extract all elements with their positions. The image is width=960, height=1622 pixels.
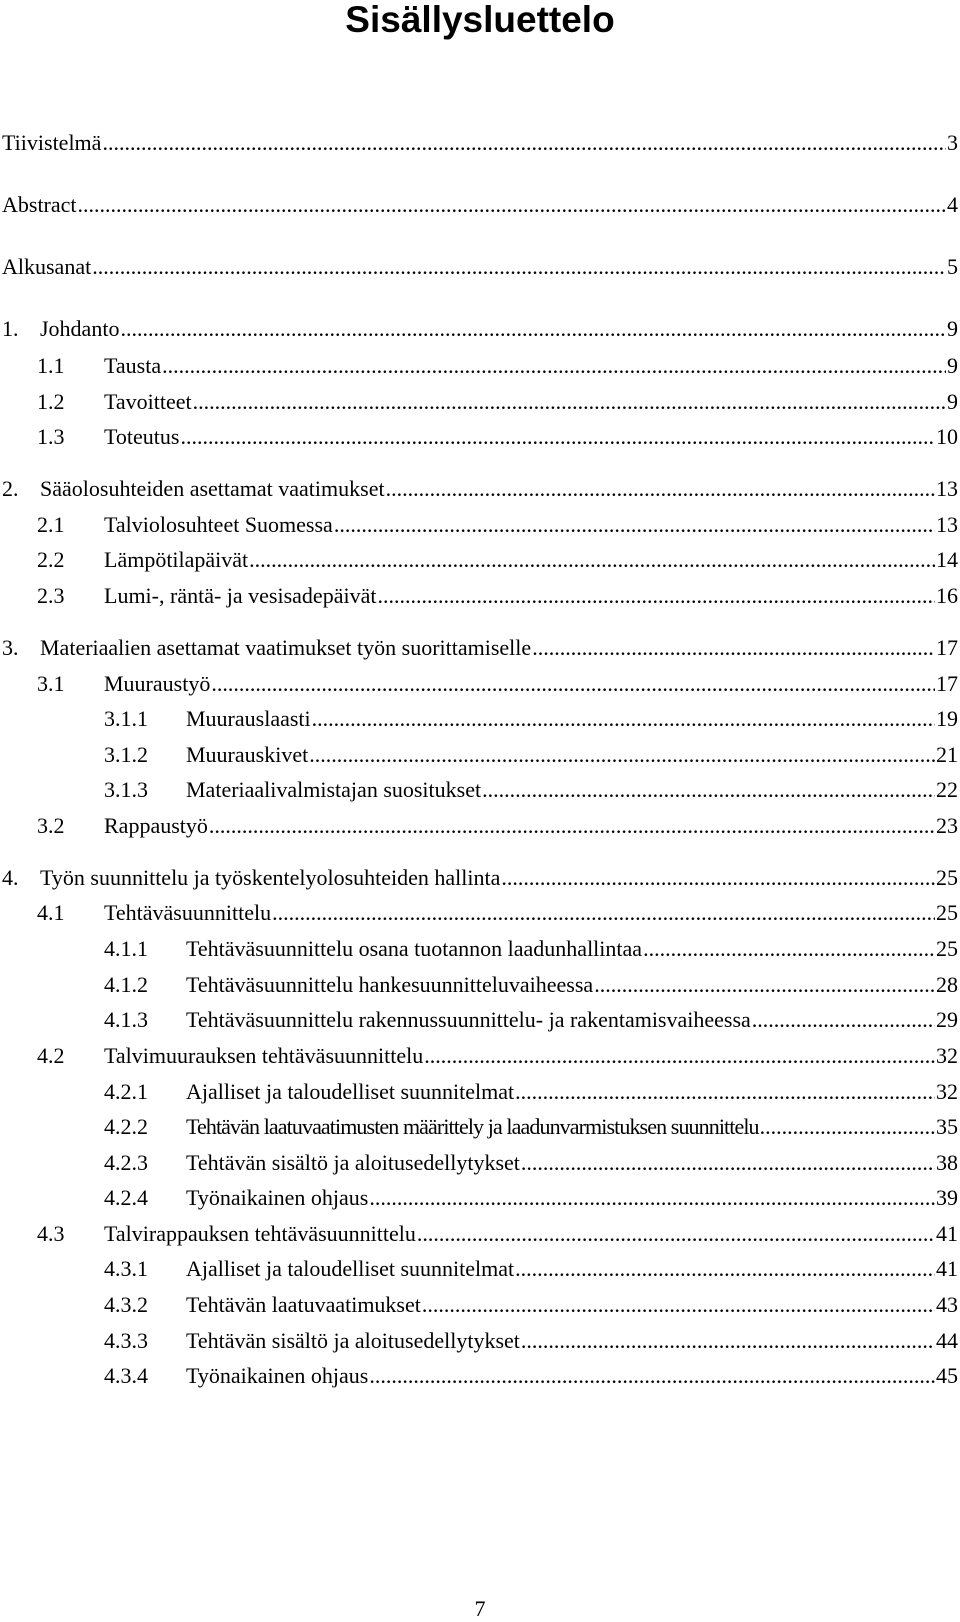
toc-entry-number: 1.2 <box>37 389 65 414</box>
toc-entry-page: 32 <box>936 1079 958 1104</box>
toc-entry-number: 4.3.2 <box>104 1292 148 1317</box>
dot-leader <box>78 190 946 220</box>
toc-entry-label: Tehtävän laatuvaatimukset <box>186 1292 421 1317</box>
toc-entry <box>0 1041 958 1071</box>
dot-leader <box>422 1290 935 1320</box>
toc-entry-page: 17 <box>936 671 958 696</box>
toc-entry-page: 41 <box>936 1256 958 1281</box>
page-number: 7 <box>474 1596 486 1621</box>
toc-entry-page: 39 <box>936 1185 958 1210</box>
toc-entry-page: 16 <box>936 583 958 608</box>
toc-entry-page: 41 <box>936 1221 958 1246</box>
toc-entry-number: 1. <box>2 316 19 341</box>
toc-entry-page: 4 <box>947 192 958 217</box>
toc-entry-number: 4.2 <box>37 1043 65 1068</box>
toc-entry-page: 22 <box>936 777 958 802</box>
toc-entry <box>0 1290 958 1320</box>
toc-entry-number: 2.1 <box>37 512 65 537</box>
toc-entry <box>0 1326 958 1356</box>
dot-leader <box>752 1005 935 1035</box>
dot-leader <box>334 510 935 540</box>
toc-entry <box>0 811 958 841</box>
toc-entry <box>0 1005 958 1035</box>
toc-entry-label: Johdanto <box>40 316 120 341</box>
toc-entry <box>0 1077 958 1107</box>
dot-leader <box>272 898 935 928</box>
toc-entry <box>0 351 958 381</box>
toc-entry <box>0 1112 958 1142</box>
toc-entry-label: Työnaikainen ohjaus <box>186 1185 369 1210</box>
toc-entry <box>0 128 958 158</box>
toc-entry-number: 4.1.2 <box>104 972 148 997</box>
toc-entry <box>0 934 958 964</box>
toc-entry-label: Tausta <box>104 353 162 378</box>
toc-entry-number: 4.2.4 <box>104 1185 148 1210</box>
toc-entry-page: 29 <box>936 1007 958 1032</box>
toc-entry <box>0 669 958 699</box>
toc-entry-number: 4.1.1 <box>104 936 148 961</box>
toc-entry-number: 4.1 <box>37 900 65 925</box>
toc-entry-label: Toteutus <box>104 424 180 449</box>
toc-entry-label: Sääolosuhteiden asettamat vaatimukset <box>40 476 385 501</box>
toc-entry <box>0 190 958 220</box>
toc-entry-label: Työn suunnittelu ja työskentelyolosuhteiden hallinta <box>40 865 501 890</box>
dot-leader <box>417 1219 935 1249</box>
toc-entry <box>0 314 958 344</box>
toc-entry-label: Lumi-, räntä- ja vesisadepäivät <box>104 583 377 608</box>
toc-entry-number: 4.1.3 <box>104 1007 148 1032</box>
toc-entry-page: 44 <box>936 1328 958 1353</box>
toc-entry-label: Talvirappauksen tehtäväsuunnittelu <box>104 1221 416 1246</box>
dot-leader <box>209 811 935 841</box>
toc-entry-label: Tehtäväsuunnittelu hankesuunnitteluvaiheessa <box>186 972 594 997</box>
toc-entry-number: 3.1.2 <box>104 742 148 767</box>
dot-leader <box>369 1361 935 1391</box>
dot-leader <box>309 740 935 770</box>
toc-entry-number: 4.3.1 <box>104 1256 148 1281</box>
toc-entry-number: 4.3 <box>37 1221 65 1246</box>
toc-entry-number: 3.1.1 <box>104 706 148 731</box>
toc-entry-label: Ajalliset ja taloudelliset suunnitelmat <box>186 1256 515 1281</box>
toc-entry-label: Tehtäväsuunnittelu osana tuotannon laadunhallintaa <box>186 936 643 961</box>
toc-entry-label: Alkusanat <box>2 254 92 279</box>
toc-entry <box>0 970 958 1000</box>
toc-entry-page: 5 <box>947 254 958 279</box>
dot-leader <box>760 1112 935 1142</box>
toc-entry-number: 1.1 <box>37 353 65 378</box>
dot-leader <box>594 970 935 1000</box>
toc-entry-label: Ajalliset ja taloudelliset suunnitelmat <box>186 1079 515 1104</box>
toc-entry-label: Tiivistelmä <box>2 130 102 155</box>
dot-leader <box>120 314 946 344</box>
toc-entry-page: 13 <box>936 476 958 501</box>
dot-leader <box>211 669 935 699</box>
dot-leader <box>180 422 935 452</box>
toc-entry-number: 4.2.3 <box>104 1150 148 1175</box>
toc-entry-number: 4.2.2 <box>104 1114 148 1139</box>
dot-leader <box>377 581 935 611</box>
toc-entry <box>0 1254 958 1284</box>
dot-leader <box>369 1183 935 1213</box>
toc-entry-number: 2. <box>2 476 19 501</box>
toc-entry-number: 3.1 <box>37 671 65 696</box>
toc-entry-page: 13 <box>936 512 958 537</box>
toc-entry-page: 9 <box>947 316 958 341</box>
toc-entry-page: 9 <box>947 389 958 414</box>
toc-entry-page: 43 <box>936 1292 958 1317</box>
toc-entry-number: 2.2 <box>37 547 65 572</box>
toc-entry <box>0 704 958 734</box>
toc-entry-label: Materiaalivalmistajan suositukset <box>186 777 482 802</box>
toc-entry <box>0 387 958 417</box>
dot-leader <box>532 633 935 663</box>
dot-leader <box>162 351 946 381</box>
toc-entry-label: Lämpötilapäivät <box>104 547 249 572</box>
dot-leader <box>92 252 946 282</box>
dot-leader <box>424 1041 935 1071</box>
toc-entry-number: 3.2 <box>37 813 65 838</box>
dot-leader <box>521 1326 935 1356</box>
dot-leader <box>521 1148 935 1178</box>
toc-entry <box>0 775 958 805</box>
toc-entry <box>0 1361 958 1391</box>
toc-entry-page: 19 <box>936 706 958 731</box>
toc-entry <box>0 740 958 770</box>
toc-entry-page: 25 <box>936 900 958 925</box>
toc-entry <box>0 510 958 540</box>
toc-entry-page: 25 <box>936 865 958 890</box>
toc-entry-page: 23 <box>936 813 958 838</box>
toc-entry <box>0 581 958 611</box>
toc-entry-label: Työnaikainen ohjaus <box>186 1363 369 1388</box>
toc-entry-page: 10 <box>936 424 958 449</box>
toc-entry-label: Talvimuurauksen tehtäväsuunnittelu <box>104 1043 424 1068</box>
toc-entry-page: 38 <box>936 1150 958 1175</box>
toc-entry-page: 32 <box>936 1043 958 1068</box>
toc-entry-label: Abstract <box>2 192 77 217</box>
toc-entry <box>0 474 958 504</box>
toc-entry-page: 14 <box>936 547 958 572</box>
toc-entry <box>0 898 958 928</box>
toc-entry <box>0 1183 958 1213</box>
toc-entry-label: Tehtävän laatuvaatimusten määrittely ja laadunvarmistuksen suunnittelu <box>186 1114 759 1139</box>
toc-entry-page: 21 <box>936 742 958 767</box>
toc-entry <box>0 422 958 452</box>
toc-entry-label: Tavoitteet <box>104 389 192 414</box>
page-title: Sisällysluettelo <box>345 0 615 40</box>
toc-entry-label: Muurauslaasti <box>186 706 311 731</box>
toc-entry-label: Materiaalien asettamat vaatimukset työn suorittamiselle <box>40 635 532 660</box>
dot-leader <box>515 1254 935 1284</box>
toc-entry-number: 3.1.3 <box>104 777 148 802</box>
toc-entry-label: Rappaustyö <box>104 813 208 838</box>
toc-entry <box>0 1148 958 1178</box>
toc-entry-number: 4. <box>2 865 19 890</box>
toc-entry-page: 35 <box>936 1114 958 1139</box>
dot-leader <box>249 545 935 575</box>
toc-entry-number: 4.2.1 <box>104 1079 148 1104</box>
toc-entry-number: 4.3.3 <box>104 1328 148 1353</box>
dot-leader <box>386 474 935 504</box>
toc-entry-label: Muurauskivet <box>186 742 309 767</box>
toc-entry-page: 25 <box>936 936 958 961</box>
toc-entry-page: 3 <box>947 130 958 155</box>
toc-entry-number: 3. <box>2 635 19 660</box>
toc-entry-label: Tehtäväsuunnittelu rakennussuunnittelu- ja rakentamisvaiheessa <box>186 1007 751 1032</box>
dot-leader <box>515 1077 935 1107</box>
dot-leader <box>193 387 946 417</box>
toc-entry-label: Muuraustyö <box>104 671 211 696</box>
toc-entry <box>0 633 958 663</box>
toc-entry <box>0 1219 958 1249</box>
toc-entry-page: 28 <box>936 972 958 997</box>
toc-entry-page: 9 <box>947 353 958 378</box>
toc-entry-number: 2.3 <box>37 583 65 608</box>
toc-entry-number: 1.3 <box>37 424 65 449</box>
toc-entry-number: 4.3.4 <box>104 1363 148 1388</box>
dot-leader <box>501 863 935 893</box>
dot-leader <box>482 775 935 805</box>
toc-entry <box>0 252 958 282</box>
toc-entry-page: 17 <box>936 635 958 660</box>
toc-entry-label: Tehtäväsuunnittelu <box>104 900 272 925</box>
toc-entry <box>0 545 958 575</box>
dot-leader <box>102 128 946 158</box>
toc-entry-label: Tehtävän sisältö ja aloitusedellytykset <box>186 1150 520 1175</box>
dot-leader <box>312 704 935 734</box>
toc-entry-page: 45 <box>936 1363 958 1388</box>
dot-leader <box>643 934 935 964</box>
toc-entry-label: Tehtävän sisältö ja aloitusedellytykset <box>186 1328 520 1353</box>
toc-entry <box>0 863 958 893</box>
toc-entry-label: Talviolosuhteet Suomessa <box>104 512 333 537</box>
